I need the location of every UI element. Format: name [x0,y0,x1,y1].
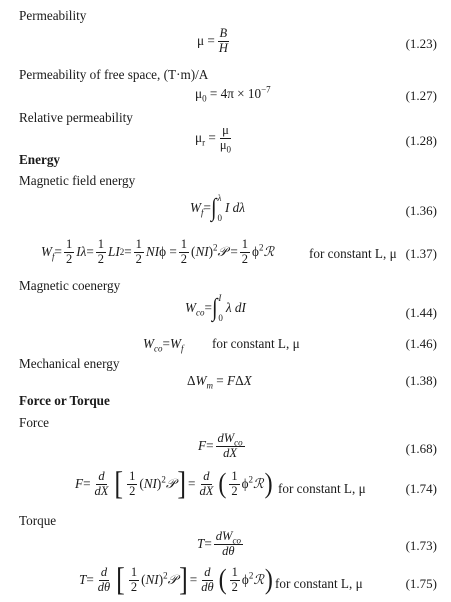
equation-number-1-46: (1.46) [405,336,437,351]
magnetic-field-energy-label: Magnetic field energy [19,173,136,188]
equation-1-73: T = $\frac{dW_{co}}{d\theta}$ [197,529,241,558]
equation-number-1-73: (1.73) [405,538,437,553]
equation-number-1-36: (1.36) [405,203,437,218]
energy-heading: Energy [19,152,61,167]
torque-label: Torque [19,513,57,528]
equation-1-75: T = $\frac{d}{d\theta}$ [ $\frac{1}{2}$ (NI)$^2$𝒫 ] = $\frac{d}{d\theta}$ ( $\frac{1}{2}$ $\phi^2ℛ$ ) [79,561,273,598]
condition-1-46: for constant L, μ [212,336,300,351]
permeability-label: Permeability [19,8,87,23]
equation-number-1-75: (1.75) [405,576,437,591]
equation-1-46: $W_{co}$ = $W_f$ [143,336,184,354]
equation-number-1-23: (1.23) [405,36,437,51]
free-space-label: Permeability of free space, (T·m)/A [19,67,209,82]
mechanical-energy-label: Mechanical energy [19,356,120,371]
equation-1-28: $\mu_r$ = $\frac{\mu}{\mu_0}$ [195,123,232,155]
relative-permeability-label: Relative permeability [19,110,133,125]
force-or-torque-heading: Force or Torque [19,393,110,408]
equation-1-27: $\mu_0 = 4\pi \times 10^{-7}$ [195,84,271,104]
equation-number-1-27: (1.27) [405,88,437,103]
equation-number-1-28: (1.28) [405,133,437,148]
equation-number-1-74: (1.74) [405,481,437,496]
condition-1-75: for constant L, μ [275,576,363,591]
condition-1-74: for constant L, μ [278,481,366,496]
equation-1-37: $W_f$ = $\frac{1}{2}$ Iλ = $\frac{1}{2}$ LI 2 = $\frac{1}{2}$ NI ϕ = $\frac{1}{2}$ (NI)$^2$𝒫 = $\frac{1}{2}$ $\phi^2ℛ$ [41,237,275,266]
equation-number-1-37: (1.37) [405,246,437,261]
force-label: Force [19,415,50,430]
equation-1-38: $\Delta W_m = F\Delta X$ [187,373,252,391]
equation-number-1-44: (1.44) [405,305,437,320]
equation-number-1-38: (1.38) [405,373,437,388]
condition-1-37: for constant L, μ [309,246,397,261]
equation-1-36: $W_f$ = ∫ λ 0 I dλ [190,193,245,223]
equation-number-1-68: (1.68) [405,441,437,456]
equation-1-68: F = $\frac{dW_{co}}{dX}$ [198,431,243,460]
equation-1-74: F = $\frac{d}{dX}$ [ $\frac{1}{2}$ (NI)$^2$𝒫 ] = $\frac{d}{dX}$ ( $\frac{1}{2}$ $\phi^2ℛ$ ) [75,465,273,502]
equation-1-23: μ = $\frac{B}{H}$ [197,26,228,55]
magnetic-coenergy-label: Magnetic coenergy [19,278,121,293]
equation-1-44: $W_{co}$ = ∫ I 0 λ dI [185,293,246,323]
